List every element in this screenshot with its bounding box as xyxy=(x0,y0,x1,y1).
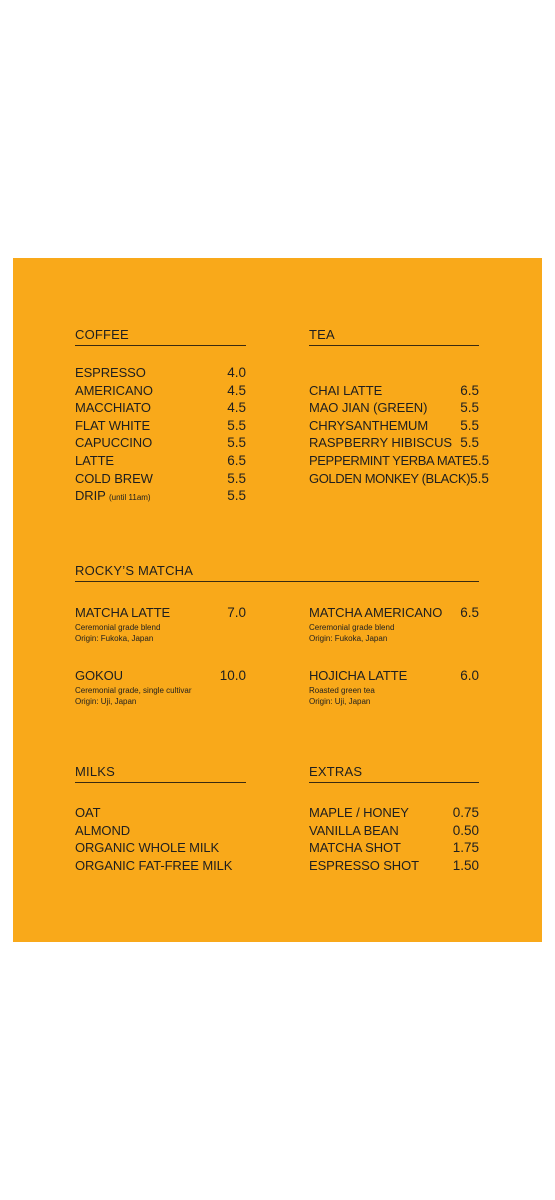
item-price: 10.0 xyxy=(219,668,246,683)
item-price: 4.5 xyxy=(227,400,246,416)
menu-item xyxy=(309,399,479,417)
item-price: 1.50 xyxy=(452,857,479,873)
tea-heading: TEA xyxy=(309,328,479,346)
item-price: 6.5 xyxy=(227,452,246,468)
item-name: MATCHA AMERICANO xyxy=(309,605,443,620)
milks-heading: MILKS xyxy=(75,765,246,783)
matcha-item-row xyxy=(309,667,479,685)
item-description: Roasted green tea xyxy=(309,685,375,695)
item-origin: Origin: Uji, Japan xyxy=(75,696,137,706)
menu-item xyxy=(309,822,479,840)
coffee-section xyxy=(75,328,246,505)
menu-item xyxy=(75,470,246,488)
item-note: (until 11am) xyxy=(108,493,151,503)
coffee-heading: COFFEE xyxy=(75,328,246,346)
item-name: ESPRESSO xyxy=(75,365,146,380)
menu-item xyxy=(75,857,246,875)
item-description: Ceremonial grade, single cultivar xyxy=(75,685,192,695)
tea-section xyxy=(309,327,490,487)
coffee-list xyxy=(75,364,246,505)
item-name: PEPPERMINT YERBA MATE xyxy=(309,452,471,468)
milks-list xyxy=(75,804,246,874)
item-price: 6.5 xyxy=(460,605,479,620)
menu-item xyxy=(75,434,246,452)
item-price: 5.5 xyxy=(227,417,246,433)
item-description: Ceremonial grade blend xyxy=(309,622,395,632)
menu-item xyxy=(75,804,246,822)
menu-item xyxy=(309,804,479,822)
item-name: OAT xyxy=(75,805,101,820)
item-name: FLAT WHITE xyxy=(75,417,151,433)
matcha-item xyxy=(309,667,479,707)
menu-item xyxy=(75,452,246,470)
menu-item xyxy=(75,364,246,382)
matcha-item xyxy=(309,604,479,644)
item-price: 1.75 xyxy=(452,840,479,856)
item-price: 5.5 xyxy=(460,417,479,433)
item-price: 5.5 xyxy=(460,435,479,451)
milks-section xyxy=(75,765,246,874)
item-price: 5.5 xyxy=(460,400,479,416)
menu-item xyxy=(309,470,489,488)
item-price: 5.5 xyxy=(470,452,490,468)
item-name: ORGANIC FAT-FREE MILK xyxy=(75,857,233,873)
item-price: 5.5 xyxy=(227,435,246,451)
matcha-item-row xyxy=(309,604,479,622)
extras-heading: EXTRAS xyxy=(309,765,479,783)
item-name: MATCHA SHOT xyxy=(309,840,401,856)
item-name: MAPLE / HONEY xyxy=(309,805,409,820)
item-price: 5.5 xyxy=(227,470,246,486)
item-name: RASPBERRY HIBISCUS xyxy=(309,435,452,451)
item-name: LATTE xyxy=(75,452,114,468)
item-name: DRIP xyxy=(75,488,106,504)
menu-item xyxy=(309,417,479,435)
matcha-item xyxy=(75,604,246,644)
item-price: 0.75 xyxy=(452,805,479,820)
item-name: CAPUCCINO xyxy=(75,435,153,451)
menu-item xyxy=(75,417,246,435)
item-name: AMERICANO xyxy=(75,382,153,398)
item-origin: Origin: Fukoka, Japan xyxy=(75,633,154,643)
item-name: MAO JIAN (GREEN) xyxy=(309,400,428,416)
menu-item xyxy=(75,822,246,840)
item-description: Ceremonial grade blend xyxy=(75,622,161,632)
menu-item xyxy=(75,487,246,505)
item-name: CHRYSANTHEMUM xyxy=(309,417,429,433)
item-name: MATCHA LATTE xyxy=(75,605,171,620)
menu-item xyxy=(309,382,479,400)
item-name: GOLDEN MONKEY (BLACK) xyxy=(309,470,471,486)
matcha-item xyxy=(75,667,246,707)
extras-list xyxy=(309,804,479,874)
menu-item xyxy=(309,434,479,452)
menu-item xyxy=(75,382,246,400)
tea-list xyxy=(309,382,490,488)
menu-item xyxy=(309,452,490,470)
item-name: MACCHIATO xyxy=(75,400,151,416)
menu-item xyxy=(75,839,246,857)
item-name: GOKOU xyxy=(75,668,123,683)
extras-section xyxy=(309,765,479,874)
matcha-item-row xyxy=(75,604,246,622)
item-origin: Origin: Uji, Japan xyxy=(309,696,371,706)
item-name: VANILLA BEAN xyxy=(309,822,399,838)
item-price: 4.0 xyxy=(227,365,246,380)
item-name-with-note xyxy=(75,487,151,507)
menu-item xyxy=(75,399,246,417)
item-price: 5.5 xyxy=(470,470,489,486)
item-price: 6.0 xyxy=(460,668,479,683)
item-price: 7.0 xyxy=(227,605,246,620)
item-price: 4.5 xyxy=(227,382,246,398)
item-name: COLD BREW xyxy=(75,470,153,486)
item-name: ESPRESSO SHOT xyxy=(309,857,419,873)
item-price: 6.5 xyxy=(460,382,479,398)
item-price: 0.50 xyxy=(452,822,479,838)
item-name: ALMOND xyxy=(75,822,131,838)
menu-board xyxy=(13,258,542,942)
menu-item xyxy=(309,839,479,857)
matcha-heading: ROCKY’S MATCHA xyxy=(75,564,479,582)
item-name: CHAI LATTE xyxy=(309,382,383,398)
item-origin: Origin: Fukoka, Japan xyxy=(309,633,388,643)
matcha-section xyxy=(75,564,479,582)
item-price: 5.5 xyxy=(227,488,246,504)
menu-item xyxy=(309,857,479,875)
matcha-item-row xyxy=(75,667,246,685)
item-name: HOJICHA LATTE xyxy=(309,668,408,683)
item-name: ORGANIC WHOLE MILK xyxy=(75,840,220,856)
